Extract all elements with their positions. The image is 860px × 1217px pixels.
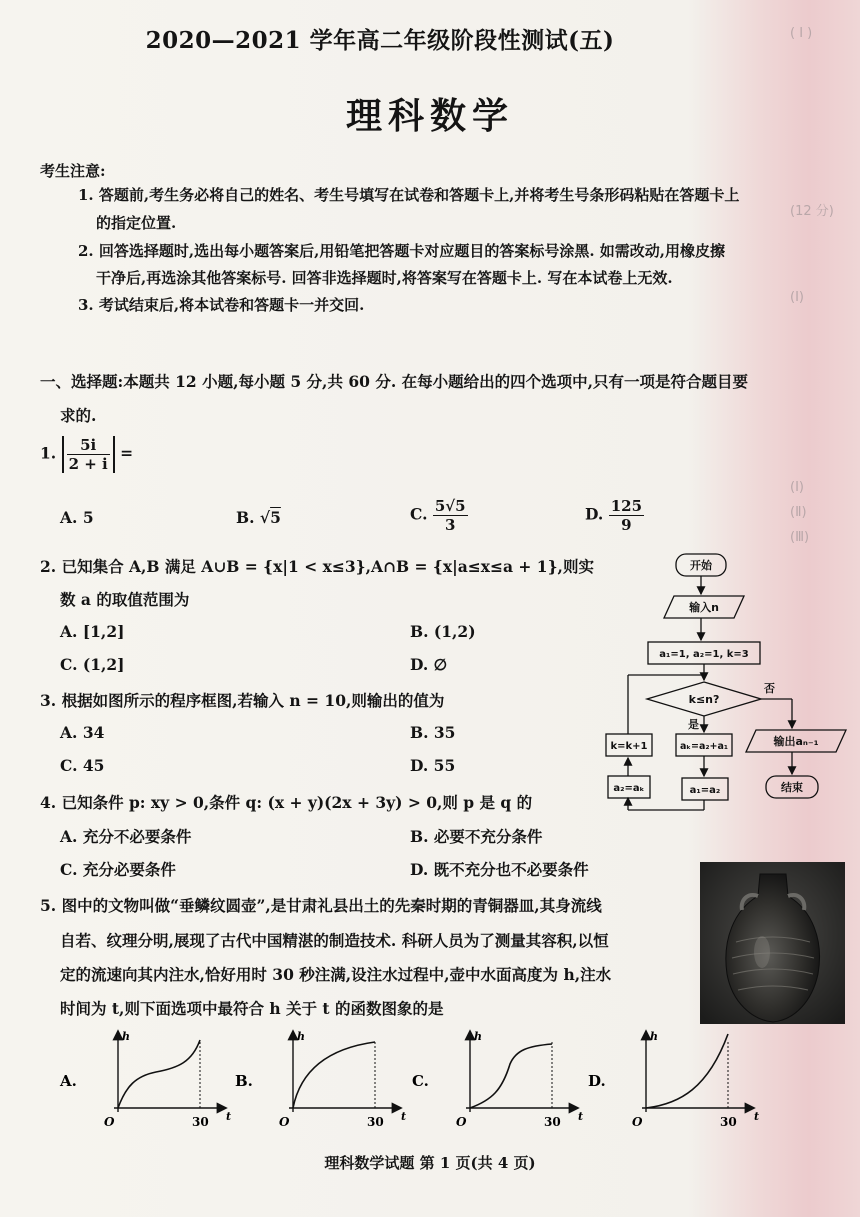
h-t-curve <box>470 1044 552 1108</box>
origin-label: O <box>456 1115 467 1129</box>
q3-option-b: B. 35 <box>410 723 456 742</box>
condition-label: k≤n? <box>688 693 720 706</box>
section-heading-cont: 求的. <box>60 406 97 425</box>
end-label: 结束 <box>781 781 803 794</box>
absolute-value <box>62 436 115 473</box>
graph-option-c <box>412 1030 583 1129</box>
option-prefix: C. <box>410 504 428 524</box>
q3-option-a: A. 34 <box>60 723 105 742</box>
q4-option-c: C. 充分必要条件 <box>60 860 176 879</box>
step-a2-label: a₂=aₖ <box>613 783 645 794</box>
y-axis-label: h <box>650 1030 658 1043</box>
subject-title: 理科数学 <box>345 95 514 137</box>
fraction <box>433 497 468 534</box>
y-axis-label: h <box>474 1030 482 1043</box>
option-label: B. <box>235 1072 253 1090</box>
yes-label: 是 <box>688 718 699 731</box>
page-footer: 理科数学试题 第 1 页(共 4 页) <box>324 1154 536 1172</box>
q1-option-d <box>585 497 644 534</box>
q5-graph-options <box>40 1028 820 1138</box>
question-number: 1. <box>40 443 57 463</box>
origin-label: O <box>632 1115 643 1129</box>
question-5-line4: 时间为 t,则下面选项中最符合 h 关于 t 的函数图象的是 <box>60 999 444 1018</box>
h-t-curve <box>646 1034 728 1108</box>
output-label: 输出aₙ₋₁ <box>773 735 819 748</box>
question-1 <box>40 436 133 473</box>
question-5-line3: 定的流速向其内注水,恰好用时 30 秒注满,设注水过程中,壶中水面高度为 h,注水 <box>60 965 612 984</box>
bleed-through-mark: (Ⅱ) <box>790 505 807 520</box>
q2-option-d: D. ∅ <box>410 655 448 674</box>
q1-option-c <box>410 497 468 534</box>
question-4: 4. 已知条件 p: xy > 0,条件 q: (x + y)(2x + 3y) > 0,则 p 是 q 的 <box>40 793 533 812</box>
step-ak-label: aₖ=a₂+a₁ <box>679 741 729 752</box>
option-label: C. <box>412 1072 429 1090</box>
program-flowchart <box>596 548 858 828</box>
question-2-cont: 数 a 的取值范围为 <box>60 590 190 609</box>
q2-option-b: B. (1,2) <box>410 622 476 641</box>
graphs-group <box>59 1030 759 1129</box>
section-heading: 一、选择题:本题共 12 小题,每小题 5 分,共 60 分. 在每小题给出的四个选项中,只有一项是符合题目要 <box>40 372 749 391</box>
origin-label: O <box>104 1115 115 1129</box>
q4-option-d: D. 既不充分也不必要条件 <box>410 860 589 879</box>
q3-option-d: D. 55 <box>410 756 456 775</box>
x-axis-label: t <box>401 1110 407 1123</box>
h-t-curve <box>293 1042 375 1108</box>
notice-item-3: 3. 考试结束后,将本试卷和答题卡一并交回. <box>78 296 365 314</box>
option-label: A. <box>60 1072 77 1090</box>
tick-label: 30 <box>367 1115 384 1129</box>
question-3: 3. 根据如图所示的程序框图,若输入 n = 10,则输出的值为 <box>40 691 445 710</box>
q2-option-a: A. [1,2] <box>60 622 125 641</box>
step-a1-label: a₁=a₂ <box>689 785 721 796</box>
exam-title: 2020—2021 学年高二年级阶段性测试(五) <box>145 27 615 54</box>
q3-option-c: C. 45 <box>60 756 105 775</box>
bleed-through-mark: ( Ⅰ ) <box>790 26 813 41</box>
graph-option-b <box>235 1030 406 1129</box>
option-label: D. <box>588 1072 606 1090</box>
denominator: 2 + i <box>68 455 108 473</box>
h-t-curve <box>118 1040 200 1108</box>
q2-option-c: C. (1,2] <box>60 655 125 674</box>
tick-label: 30 <box>544 1115 561 1129</box>
q1-option-a: A. 5 <box>60 508 94 527</box>
y-axis-label: h <box>122 1030 130 1043</box>
notice-item-2-cont: 干净后,再选涂其他答案标号. 回答非选择题时,将答案写在答题卡上. 写在本试卷上无效. <box>96 269 673 287</box>
option-prefix: D. <box>585 504 604 524</box>
x-axis-label: t <box>754 1110 760 1123</box>
q4-option-b: B. 必要不充分条件 <box>410 827 543 846</box>
question-5: 5. 图中的文物叫做“垂鳞纹圆壶”,是甘肃礼县出土的先秦时期的青铜器皿,其身流线 <box>40 896 602 915</box>
tick-label: 30 <box>192 1115 209 1129</box>
numerator: 125 <box>610 497 643 515</box>
graph-option-d <box>588 1030 759 1129</box>
input-label: 输入n <box>689 601 719 614</box>
notice-item-1: 1. 答题前,考生务必将自己的姓名、考生号填写在试卷和答题卡上,并将考生号条形码粘贴在答题卡上 <box>78 186 740 204</box>
option-prefix: B. √ <box>236 508 271 527</box>
q1-option-b <box>236 508 281 527</box>
fraction <box>67 436 110 473</box>
q4-option-a: A. 充分不必要条件 <box>60 827 192 846</box>
numerator: 5√5 <box>434 497 466 515</box>
step-k-label: k=k+1 <box>610 741 648 752</box>
bleed-through-mark: (12 分) <box>790 204 834 219</box>
init-label: a₁=1, a₂=1, k=3 <box>659 649 749 660</box>
y-axis-label: h <box>297 1030 305 1043</box>
graph-option-a <box>59 1030 231 1129</box>
x-axis-label: t <box>578 1110 584 1123</box>
numerator: 5i <box>67 436 110 455</box>
question-2: 2. 已知集合 A,B 满足 A∪B = {x|1 < x≤3},A∩B = {x|a≤x≤a + 1},则实 <box>40 557 594 576</box>
no-label: 否 <box>764 682 775 695</box>
bronze-vessel-photo <box>700 862 845 1024</box>
x-axis-label: t <box>226 1110 232 1123</box>
radicand: 5 <box>270 508 281 527</box>
bleed-through-mark: (Ⅰ) <box>790 480 804 495</box>
fraction <box>609 497 644 534</box>
bleed-through-mark: (Ⅰ) <box>790 290 804 305</box>
question-5-line2: 自若、纹理分明,展现了古代中国精湛的制造技术. 科研人员为了测量其容积,以恒 <box>60 931 609 950</box>
denominator: 9 <box>621 516 632 534</box>
bleed-through-mark: (Ⅲ) <box>790 530 810 545</box>
denominator: 3 <box>445 516 456 534</box>
notice-heading: 考生注意: <box>40 162 106 180</box>
notice-item-2: 2. 回答选择题时,选出每小题答案后,用铅笔把答题卡对应题目的答案标号涂黑. 如需改动,用橡皮擦 <box>78 242 725 260</box>
equals-sign: = <box>120 443 134 463</box>
tick-label: 30 <box>720 1115 737 1129</box>
origin-label: O <box>279 1115 290 1129</box>
start-label: 开始 <box>690 559 712 572</box>
notice-item-1-cont: 的指定位置. <box>96 214 177 232</box>
